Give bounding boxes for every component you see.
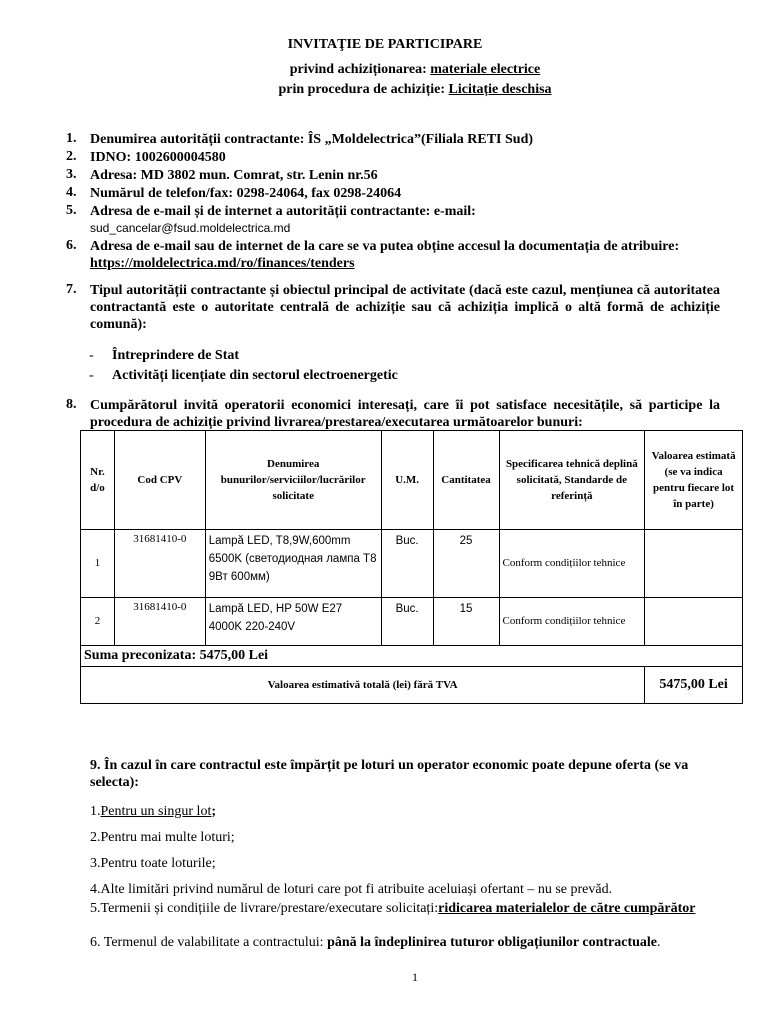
cell-qty: 25 xyxy=(433,530,499,598)
item-number: 6. xyxy=(66,238,77,253)
col-header-name: Denumirea bunurilor/serviciilor/lucrărilor solicitate xyxy=(205,431,381,530)
item-idno: IDNO: 1002600004580 xyxy=(90,150,226,165)
cell-value xyxy=(645,530,743,598)
cell-spec: Conform condițiilor tehnice xyxy=(499,530,645,598)
lot-option-2: 2.Pentru mai multe loturi; xyxy=(90,830,235,845)
cell-spec: Conform condițiilor tehnice xyxy=(499,598,645,646)
cell-cpv: 31681410-0 xyxy=(114,598,205,646)
bullet-dash: - xyxy=(89,348,94,363)
total-label: Valoarea estimativă totală (lei) fără TVA xyxy=(81,667,645,704)
bullet-dash: - xyxy=(89,368,94,383)
email-address: sud_cancelar@fsud.moldelectrica.md xyxy=(90,221,291,235)
item-address: Adresa: MD 3802 mun. Comrat, str. Lenin nr.56 xyxy=(90,168,378,183)
cell-nr: 1 xyxy=(81,530,115,598)
document-title: INVITAŢIE DE PARTICIPARE xyxy=(287,37,483,52)
procedure-line: prin procedura de achiziție: Licitație deschisa xyxy=(278,82,552,97)
sum-row xyxy=(81,646,743,667)
delivery-terms-value: ridicarea materialelor de către cumpărător xyxy=(438,901,696,916)
col-header-nr: Nr. d/o xyxy=(81,431,115,530)
cell-cpv: 31681410-0 xyxy=(114,530,205,598)
item-docs-access: Adresa de e-mail sau de internet de la care se va putea obține accesul la documentația de atribuire: xyxy=(90,239,680,254)
item-lots: 9. În cazul în care contractul este împărțit pe loturi un operator economic poate depune oferta (se va selecta): xyxy=(90,758,689,790)
cell-um: Buc. xyxy=(381,598,433,646)
procurement-object-line: privind achiziționarea: materiale electrice xyxy=(289,62,541,77)
tenders-link[interactable]: https://moldelectrica.md/ro/finances/tenders xyxy=(90,256,355,271)
cell-qty: 15 xyxy=(433,598,499,646)
lot-option-4: 4.Alte limitări privind numărul de loturi care pot fi atribuite aceluiași ofertant – nu se prevăd. xyxy=(90,882,613,897)
table-row xyxy=(81,530,743,598)
total-row xyxy=(81,667,743,704)
item-email: Adresa de e-mail și de internet a autorității contractante: e-mail: xyxy=(90,204,476,219)
cell-um: Buc. xyxy=(381,530,433,598)
table-header-row xyxy=(81,431,743,530)
procurement-object: materiale electrice xyxy=(430,62,541,77)
item-number: 4. xyxy=(66,185,77,200)
sum-preconizata: Suma preconizata: 5475,00 Lei xyxy=(81,646,743,667)
cell-nr: 2 xyxy=(81,598,115,646)
col-header-spec: Specificarea tehnică deplină solicitată, Standarde de referință xyxy=(499,431,645,530)
item-phone-fax: Numărul de telefon/fax: 0298-24064, fax 0298-24064 xyxy=(90,186,402,201)
total-value: 5475,00 Lei xyxy=(645,667,743,704)
contract-validity-value: până la îndeplinirea tuturor obligațiunilor contractuale xyxy=(327,935,658,950)
activity-state-enterprise: Întreprindere de Stat xyxy=(112,348,240,363)
cell-name: Lampă LED, HP 50W E27 4000K 220-240V xyxy=(205,598,381,646)
col-header-um: U.M. xyxy=(381,431,433,530)
item-number: 8. xyxy=(66,397,77,412)
contract-validity: 6. Termenul de valabilitate a contractului: până la îndeplinirea tuturor obligațiunilor contractuale. xyxy=(90,935,661,950)
col-header-value: Valoarea estimată (se va indica pentru fiecare lot în parte) xyxy=(645,431,743,530)
table-row xyxy=(81,598,743,646)
item-number: 7. xyxy=(66,282,77,297)
col-header-qty: Cantitatea xyxy=(433,431,499,530)
activity-licensed: Activități licențiate din sectorul electroenergetic xyxy=(112,368,398,383)
cell-name: Lampă LED, T8,9W,600mm 6500K (светодиодная лампа T8 9Вт 600мм) xyxy=(205,530,381,598)
lot-option-1: 1.Pentru un singur lot; xyxy=(90,804,217,819)
page-number: 1 xyxy=(412,970,418,984)
item-number: 2. xyxy=(66,149,77,164)
item-authority-name: Denumirea autorității contractante: ÎS „Moldelectrica”(Filiala RETI Sud) xyxy=(90,132,534,147)
lot-option-3: 3.Pentru toate loturile; xyxy=(90,856,216,871)
item-number: 5. xyxy=(66,203,77,218)
item-invitation: Cumpărătorul invită operatorii economici interesați, care îi pot satisface necesitățile, să participe la procedura de achiziție privind livrarea/prestarea/executarea următoarelor bunuri: xyxy=(90,398,720,430)
item-authority-type: Tipul autorității contractante și obiectul principal de activitate (dacă este cazul, mențiunea că autoritatea contractantă este o autoritate centrală de achiziție sau că achiziția implică o altă formă de achiziție comună): xyxy=(90,283,720,332)
procedure-type: Licitație deschisa xyxy=(448,82,552,97)
lot-option-1-selected: Pentru un singur lot xyxy=(100,804,212,819)
cell-value xyxy=(645,598,743,646)
item-number: 1. xyxy=(66,131,77,146)
item-number: 3. xyxy=(66,167,77,182)
goods-table xyxy=(80,430,743,704)
col-header-cpv: Cod CPV xyxy=(114,431,205,530)
delivery-terms: 5.Termenii și condițiile de livrare/prestare/executare solicitați:ridicarea materialelor de către cumpărător xyxy=(90,901,696,916)
